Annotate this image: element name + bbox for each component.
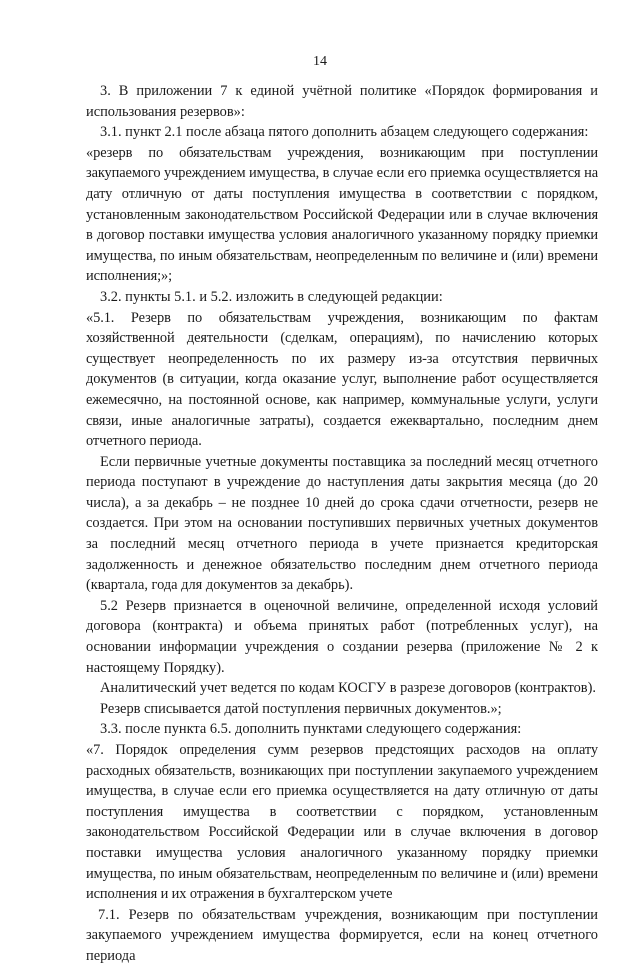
paragraph-5-1: «5.1. Резерв по обязательствам учреждения, возникающим по фактам хозяйственной деятельности (сделкам, операциям), по начислению которых существует неопределенность по их размеру из-за отсутствия первичных документов (в ситуации, когда оказание услуг, выполнение работ осуществляется ежемесячно, на постоянной основе, как например, коммунальные услуги, услуги связи, иные аналогичные затраты), создается ежеквартально, последним днем отчетного периода. bbox=[86, 309, 598, 450]
paragraph-3-intro: 3. В приложении 7 к единой учётной политике «Порядок формирования и использования резервов»: bbox=[86, 83, 598, 120]
document-body bbox=[86, 81, 598, 967]
page-number: 14 bbox=[313, 54, 327, 69]
paragraph-5-2: 5.2 Резерв признается в оценочной величине, определенной исходя условий договора (контракта) и объема принятых работ (потребленных услуг), на основании информации учреждения о создании резерва (приложение № 2 к настоящему Порядку). bbox=[86, 597, 598, 676]
paragraph-analytical-accounting: Аналитический учет ведется по кодам КОСГУ в разрезе договоров (контрактов). bbox=[100, 680, 596, 697]
paragraph-primary-documents: Если первичные учетные документы поставщика за последний месяц отчетного периода поступают в учреждение до наступления даты закрытия месяца (до 20 числа), а за декабрь – не позднее 10 дней до срока сдачи отчетности, резерв не создается. При этом на основании поступивших первичных учетных документов за последний месяц отчетного периода в учете признается кредиторская задолженность и денежное обязательство последним днем отчетного периода (квартала, года для документов за декабрь). bbox=[86, 453, 598, 594]
paragraph-3-3: 3.3. после пункта 6.5. дополнить пунктами следующего содержания: bbox=[100, 721, 522, 738]
paragraph-7: «7. Порядок определения сумм резервов предстоящих расходов на оплату расходных обязательств, возникающих при поступлении закупаемого учреждением имущества, в случае если его приемка осуществляется на дату отличную от даты поступления имущества в соответствии с порядком, установленным законодательством Российской Федерации или в случае включения в договор поставки имущества условия аналогичного указанному порядку приемки имущества, по иным обязательствам, неопределенным по величине и (или) времени исполнения и их отражения в бухгалтерском учете bbox=[86, 742, 598, 903]
paragraph-3-1-text: «резерв по обязательствам учреждения, возникающим при поступлении закупаемого учреждением имущества, в случае если его приемка осуществляется на дату отличную от даты поступления имущества в соответствии с порядком, установленным законодательством Российской Федерации или в случае включения в договор поставки имущества условия аналогичного указанному порядку приемки имущества, по иным обязательствам, неопределенным по величине и (или) времени исполнения;»; bbox=[86, 144, 598, 285]
paragraph-3-2: 3.2. пункты 5.1. и 5.2. изложить в следующей редакции: bbox=[100, 288, 443, 305]
paragraph-reserve-write-off: Резерв списывается датой поступления первичных документов.»; bbox=[100, 700, 502, 717]
paragraph-7-1: 7.1. Резерв по обязательствам учреждения, возникающим при поступлении закупаемого учреждением имущества формируется, если на конец отчетного периода bbox=[86, 906, 598, 964]
paragraph-3-1: 3.1. пункт 2.1 после абзаца пятого дополнить абзацем следующего содержания: bbox=[100, 124, 589, 141]
